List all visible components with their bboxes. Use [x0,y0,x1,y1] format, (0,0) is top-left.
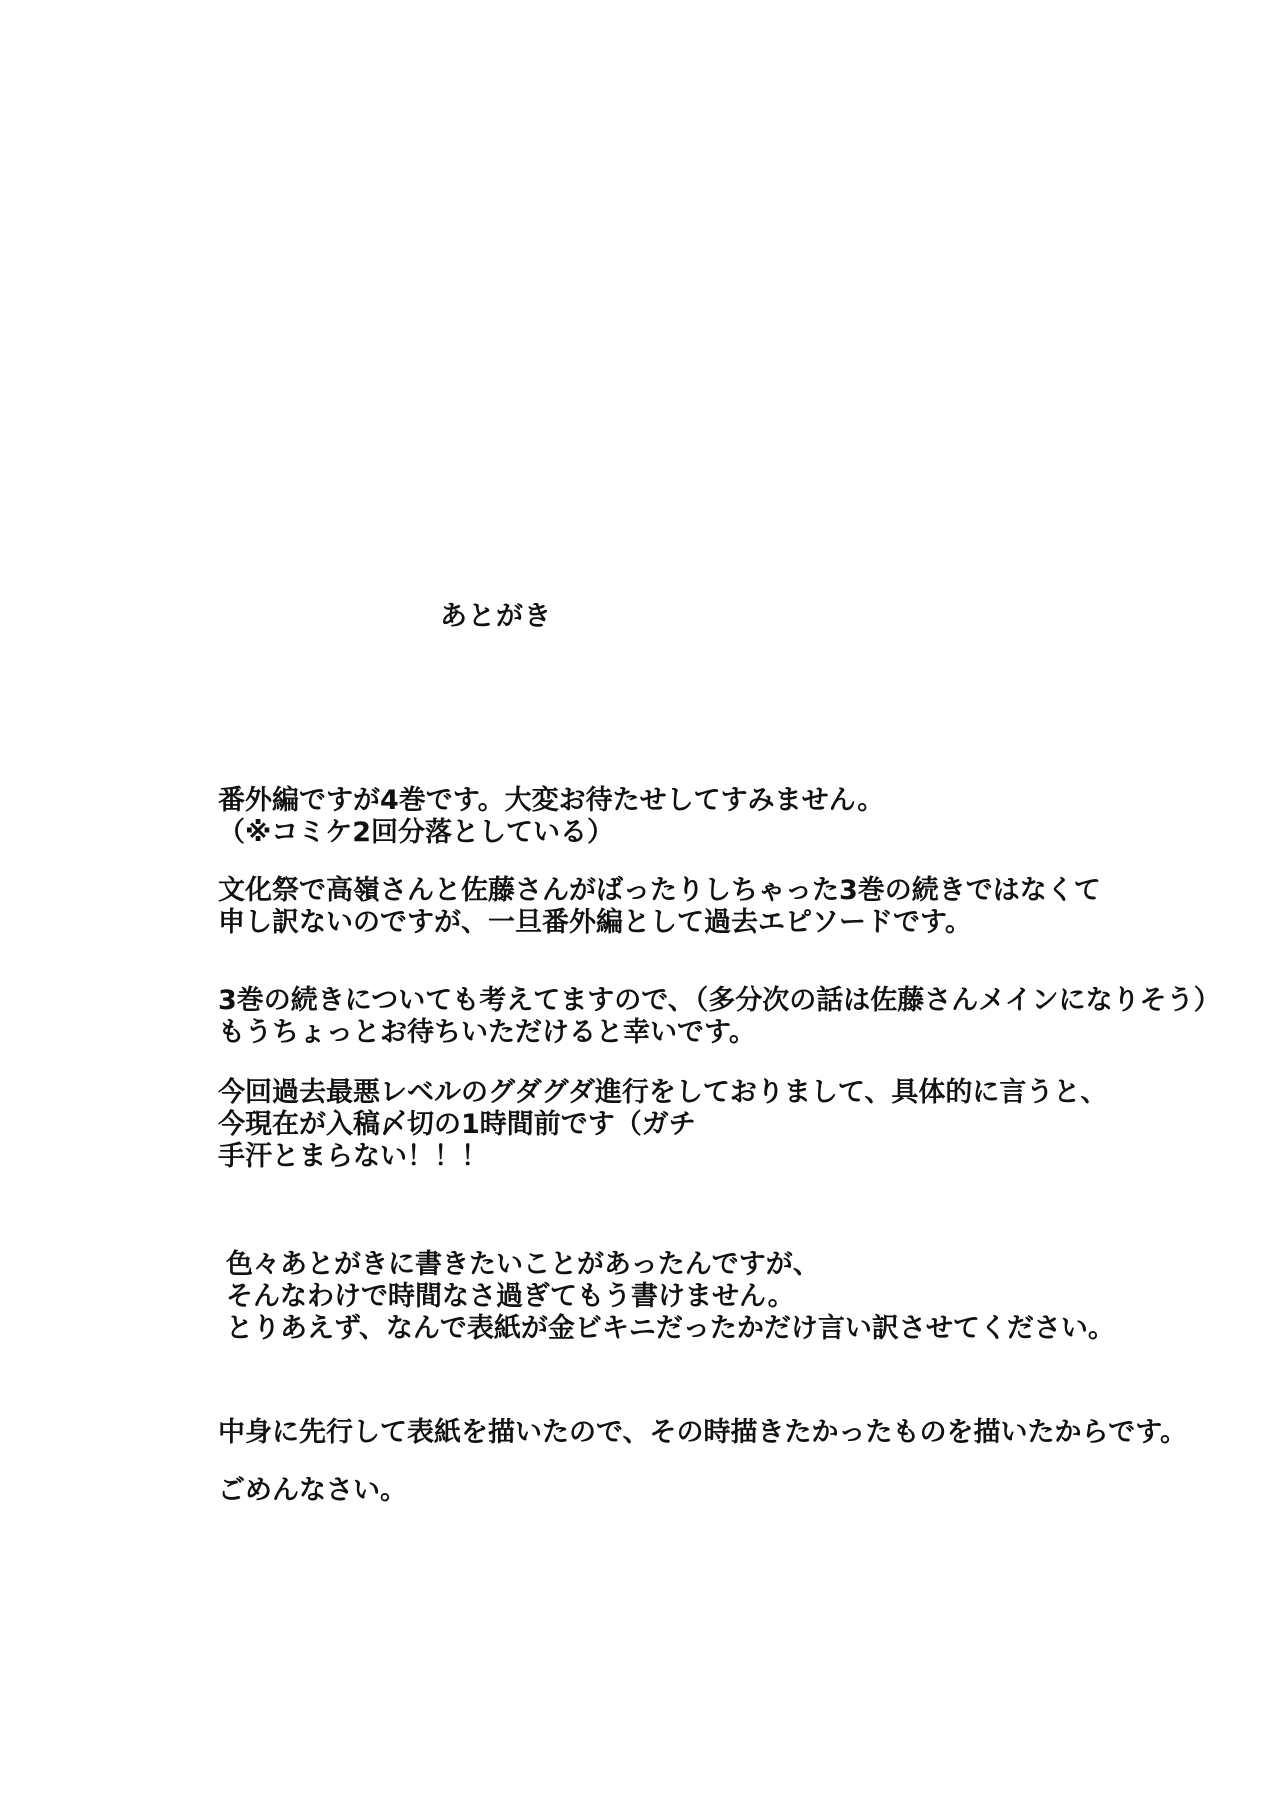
text-line: 色々あとがきに書きたいことがあったんですが、 [226,1249,820,1280]
text-line: 今現在が入稿〆切の1時間前です（ガチ [218,1109,696,1140]
text-line: 番外編ですが4巻です。大変お待たせしてすみません。 [218,785,885,816]
text-line: もうちょっとお待ちいただけると幸いです。 [218,1017,756,1048]
text-line: 文化祭で高嶺さんと佐藤さんがばったりしちゃった3巻の続きではなくて [218,875,1101,906]
text-line: 中身に先行して表紙を描いたので、その時描きたかったものを描いたからです。 [218,1417,1188,1448]
text-line: 3巻の続きについても考えてますので、（多分次の話は佐藤さんメインになりそう） [218,985,1221,1016]
page-title: あとがき [440,601,552,632]
text-line: 手汗とまらない！！！ [218,1141,488,1172]
text-line: 今回過去最悪レベルのグダグダ進行をしておりまして、具体的に言うと、 [218,1077,1108,1108]
text-line: とりあえず、なんで表紙が金ビキニだったかだけ言い訳させてください。 [226,1313,1115,1344]
text-line: 申し訳ないのですが、一旦番外編として過去エピソードです。 [218,907,972,938]
text-line: ごめんなさい。 [218,1475,407,1506]
text-line: そんなわけで時間なさ過ぎてもう書けません。 [226,1281,795,1312]
text-line: （※コミケ2回分落としている） [218,817,615,848]
